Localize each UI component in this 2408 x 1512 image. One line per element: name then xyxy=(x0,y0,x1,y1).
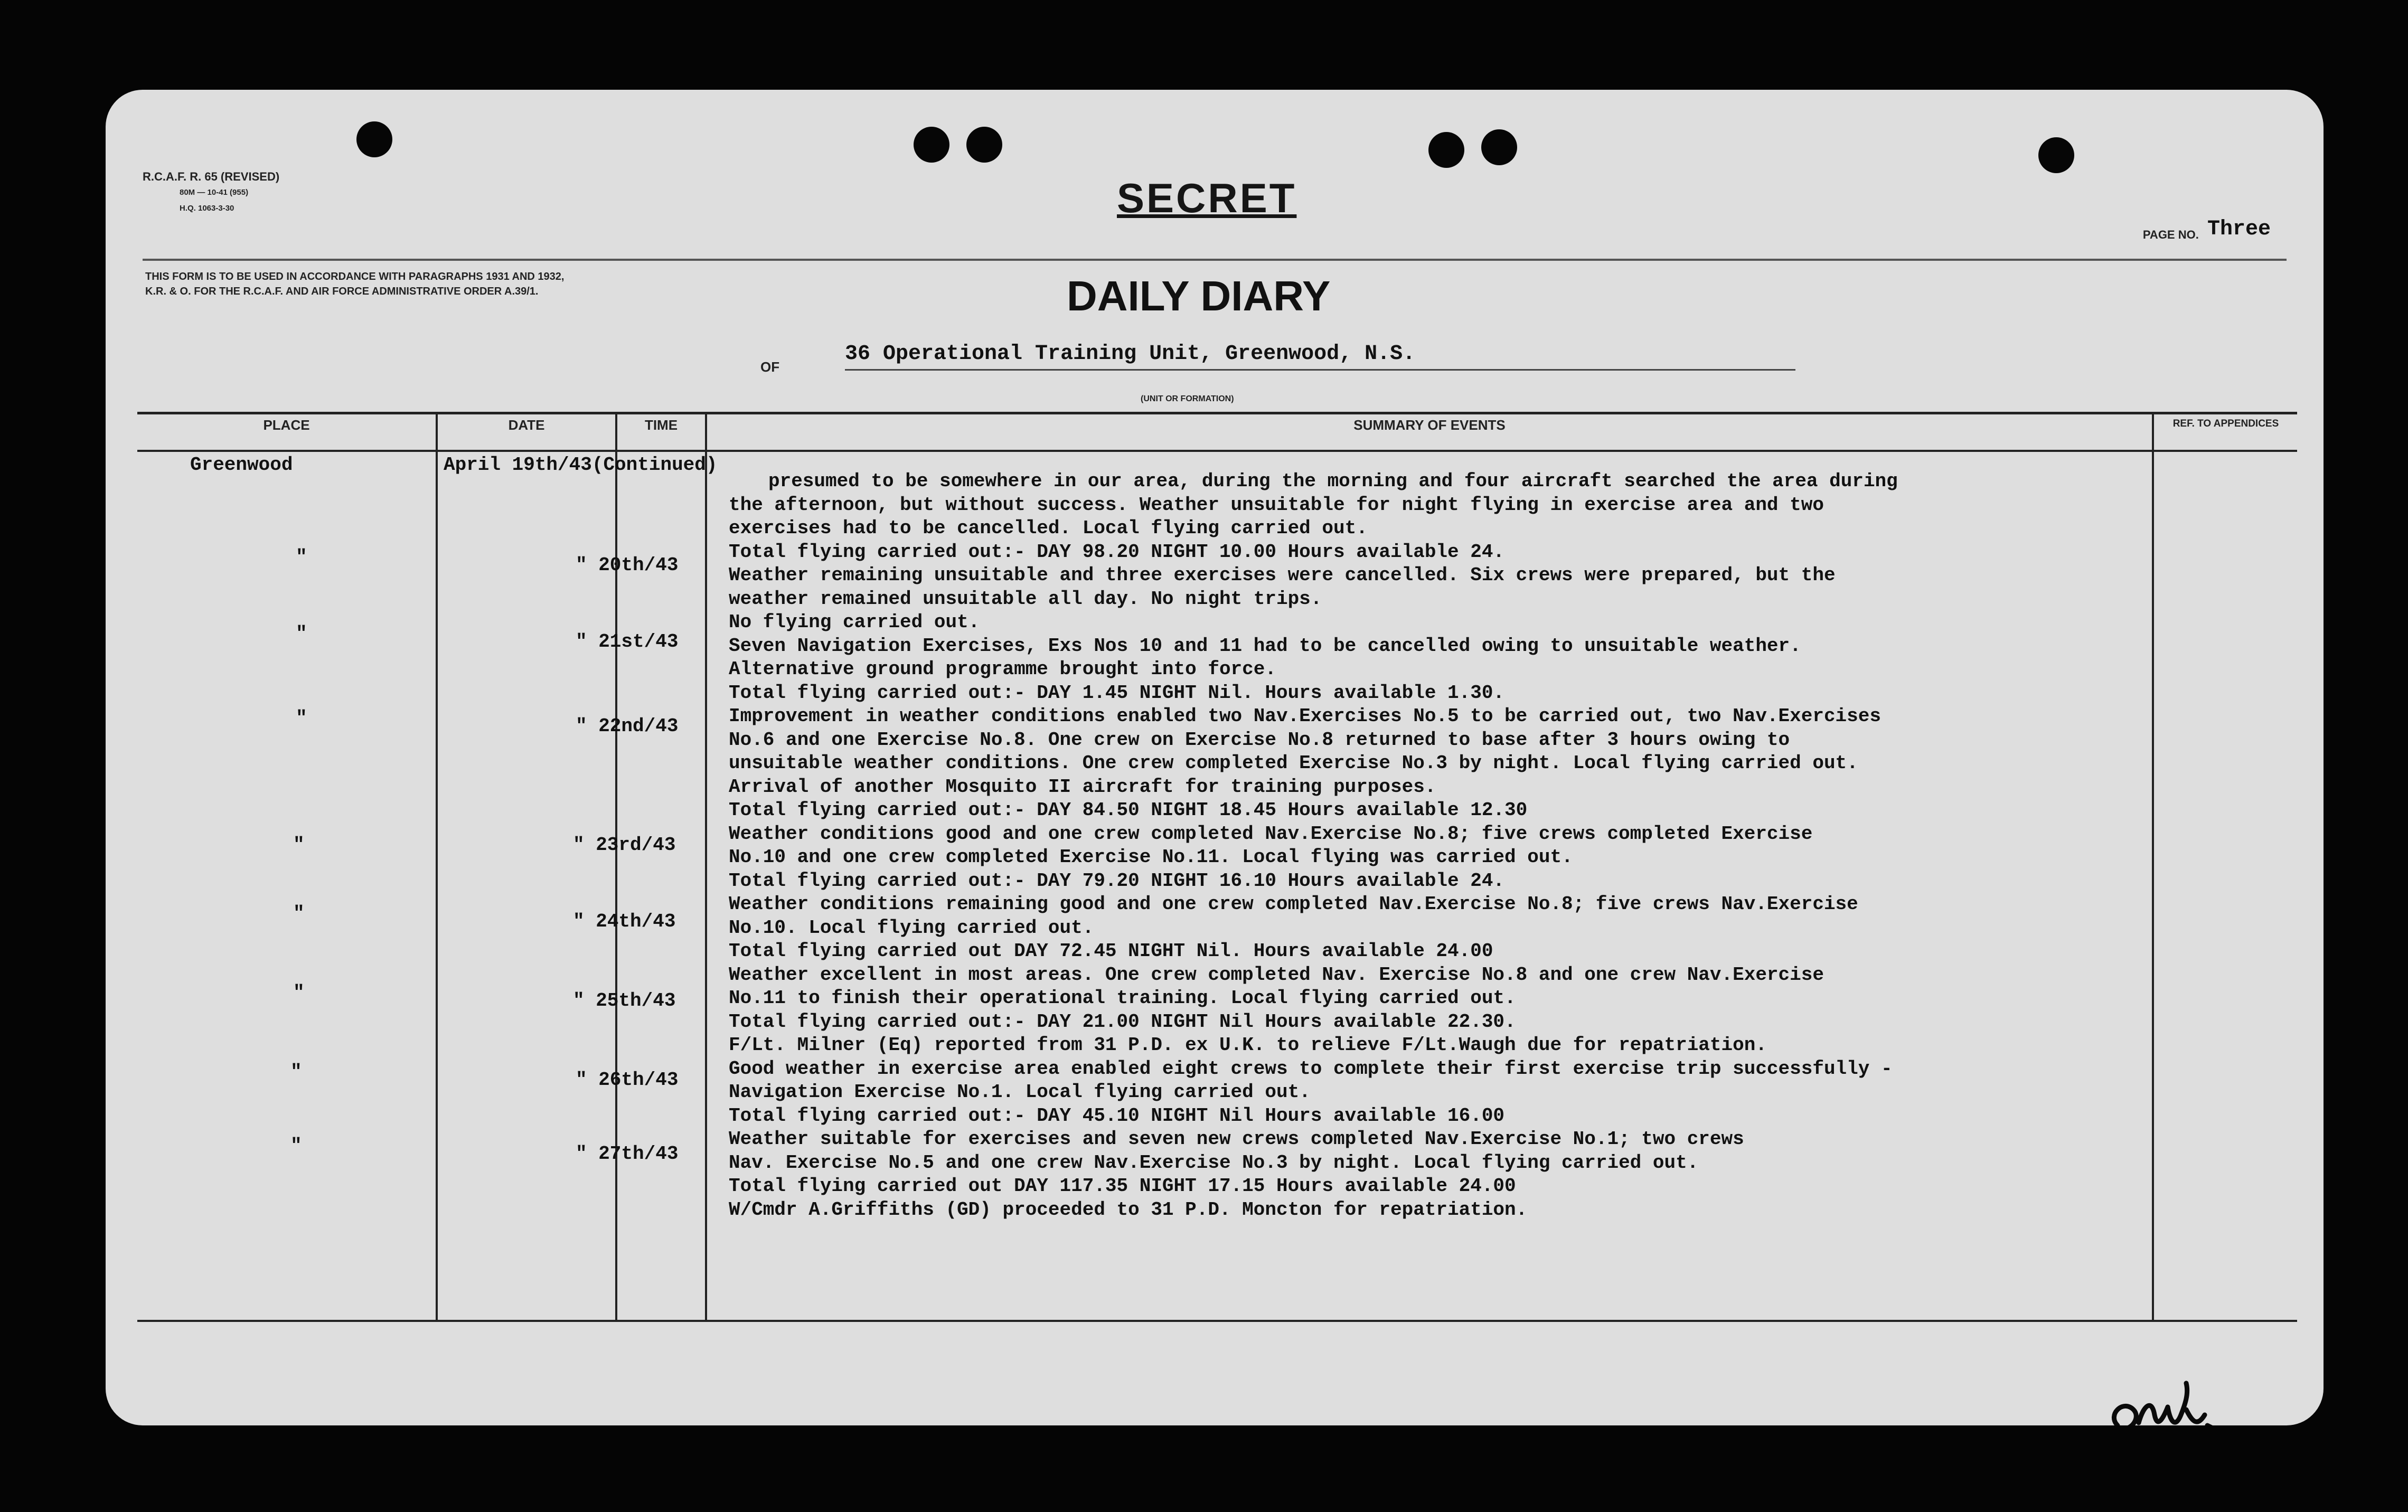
header-time: TIME xyxy=(644,417,678,433)
place-cell: " xyxy=(290,1135,302,1157)
event-line: Good weather in exercise area enabled eight crews to complete their first exercise trip successfully - xyxy=(729,1057,1893,1080)
classification-stamp: SECRET xyxy=(1117,175,1297,221)
page-number-value: Three xyxy=(2207,218,2271,241)
form-ref-line3: H.Q. 1063-3-30 xyxy=(180,204,234,213)
date-cell: April 19th/43(Continued) xyxy=(444,454,718,476)
diary-table xyxy=(137,412,2297,1394)
place-cell: " xyxy=(290,1061,302,1083)
header-divider xyxy=(143,259,2287,261)
event-line: Navigation Exercise No.1. Local flying carried out. xyxy=(729,1081,1311,1103)
signature-initials xyxy=(2102,1378,2239,1425)
place-cell: " xyxy=(296,707,307,729)
header-date: DATE xyxy=(508,417,545,433)
unit-caption: (UNIT OR FORMATION) xyxy=(1141,394,1234,403)
table-top-rule xyxy=(137,412,2297,414)
event-line: Total flying carried out:- DAY 45.10 NIGHT Nil Hours available 16.00 xyxy=(729,1104,1505,1127)
date-cell: " 25th/43 xyxy=(573,990,676,1012)
column-divider xyxy=(436,412,438,1322)
page-title: DAILY DIARY xyxy=(1067,272,1331,319)
event-line: Weather remaining unsuitable and three exercises were cancelled. Six crews were prepared, but the xyxy=(729,564,1836,586)
header-ref-appendices: REF. TO APPENDICES xyxy=(2172,418,2279,429)
table-header-rule xyxy=(137,450,2297,452)
event-line: Weather conditions good and one crew completed Nav.Exercise No.8; five crews completed Exercise xyxy=(729,823,1813,845)
event-line: Improvement in weather conditions enabled two Nav.Exercises No.5 to be carried out, two Nav.Exercises xyxy=(729,705,1881,727)
date-cell: " 22nd/43 xyxy=(576,715,679,737)
form-instructions: THIS FORM IS TO BE USED IN ACCORDANCE WITH PARAGRAPHS 1931 AND 1932, K.R. & O. FOR THE R.C.A.F. AND AIR FORCE ADMINISTRATIVE ORDER A.39/1. xyxy=(145,271,565,297)
date-cell: " 24th/43 xyxy=(573,911,676,932)
page-number xyxy=(2142,218,2271,245)
punch-hole xyxy=(356,121,392,157)
form-reference xyxy=(143,169,279,216)
punch-hole xyxy=(914,127,949,163)
event-line: Total flying carried out DAY 72.45 NIGHT Nil. Hours available 24.00 xyxy=(729,940,1493,962)
place-cell: " xyxy=(293,982,305,1004)
event-line: Total flying carried out:- DAY 21.00 NIGHT Nil Hours available 22.30. xyxy=(729,1010,1516,1033)
event-line: Nav. Exercise No.5 and one crew Nav.Exercise No.3 by night. Local flying carried out. xyxy=(729,1151,1699,1174)
event-line: presumed to be somewhere in our area, during the morning and four aircraft searched the area during xyxy=(768,470,1898,492)
event-line: Alternative ground programme brought into force. xyxy=(729,658,1276,680)
place-cell: " xyxy=(296,623,307,645)
place-cell: " xyxy=(293,834,305,856)
of-label: OF xyxy=(760,359,780,375)
event-line: No.10. Local flying carried out. xyxy=(729,916,1094,939)
event-line: F/Lt. Milner (Eq) reported from 31 P.D. ex U.K. to relieve F/Lt.Waugh due for repatriation. xyxy=(729,1034,1767,1056)
event-line: Total flying carried out:- DAY 84.50 NIGHT 18.45 Hours available 12.30 xyxy=(729,799,1528,821)
event-line: Weather excellent in most areas. One crew completed Nav. Exercise No.8 and one crew Nav.Exercise xyxy=(729,963,1824,986)
form-ref-line2: 80M — 10-41 (955) xyxy=(180,188,249,197)
punch-hole xyxy=(1428,132,1464,168)
date-cell: " 26th/43 xyxy=(576,1069,679,1091)
event-line: exercises had to be cancelled. Local flying carried out. xyxy=(729,517,1368,539)
column-divider xyxy=(705,412,707,1322)
event-line: Total flying carried out:- DAY 98.20 NIGHT 10.00 Hours available 24. xyxy=(729,541,1505,563)
event-line: No.6 and one Exercise No.8. One crew on Exercise No.8 returned to base after 3 hours owing to xyxy=(729,729,1790,751)
place-cell: " xyxy=(296,546,307,568)
punch-hole xyxy=(2038,137,2074,173)
event-line: Total flying carried out:- DAY 79.20 NIGHT 16.10 Hours available 24. xyxy=(729,870,1505,892)
diary-sheet xyxy=(106,90,2324,1425)
summary-of-events xyxy=(729,470,2155,1222)
column-divider xyxy=(615,412,617,1322)
event-line: Weather conditions remaining good and one crew completed Nav.Exercise No.8; five crews Nav.Exercise xyxy=(729,893,1858,915)
place-cell: Greenwood xyxy=(190,454,293,476)
event-line: Weather suitable for exercises and seven new crews completed Nav.Exercise No.1; two crews xyxy=(729,1128,1744,1150)
punch-hole xyxy=(1481,129,1517,165)
punch-hole xyxy=(966,127,1002,163)
event-line: Total flying carried out:- DAY 1.45 NIGHT Nil. Hours available 1.30. xyxy=(729,682,1505,704)
header-summary: SUMMARY OF EVENTS xyxy=(1353,417,1506,433)
place-cell: " xyxy=(293,903,305,924)
event-line: Seven Navigation Exercises, Exs Nos 10 and 11 had to be cancelled owing to unsuitable weather. xyxy=(729,635,1801,657)
form-ref-line1: R.C.A.F. R. 65 (REVISED) xyxy=(143,170,280,183)
header-place: PLACE xyxy=(263,417,310,433)
date-cell: " 23rd/43 xyxy=(573,834,676,856)
date-cell: " 27th/43 xyxy=(576,1143,679,1165)
event-line: unsuitable weather conditions. One crew completed Exercise No.3 by night. Local flying carried out. xyxy=(729,752,1858,774)
event-line: W/Cmdr A.Griffiths (GD) proceeded to 31 P.D. Moncton for repatriation. xyxy=(729,1198,1528,1221)
event-line: No flying carried out. xyxy=(729,611,980,633)
event-line: Arrival of another Mosquito II aircraft for training purposes. xyxy=(729,776,1436,798)
unit-name: 36 Operational Training Unit, Greenwood, N.S. xyxy=(845,342,1795,371)
event-line: No.11 to finish their operational training. Local flying carried out. xyxy=(729,987,1516,1009)
event-line: weather remained unsuitable all day. No night trips. xyxy=(729,588,1322,610)
page-number-label: PAGE NO. xyxy=(2142,228,2199,241)
event-line: the afternoon, but without success. Weather unsuitable for night flying in exercise area and two xyxy=(729,494,1824,516)
table-bottom-rule xyxy=(137,1320,2297,1322)
date-cell: " 21st/43 xyxy=(576,631,679,653)
event-line: Total flying carried out DAY 117.35 NIGHT 17.15 Hours available 24.00 xyxy=(729,1175,1516,1197)
event-line: No.10 and one crew completed Exercise No.11. Local flying was carried out. xyxy=(729,846,1573,868)
date-cell: " 20th/43 xyxy=(576,554,679,576)
